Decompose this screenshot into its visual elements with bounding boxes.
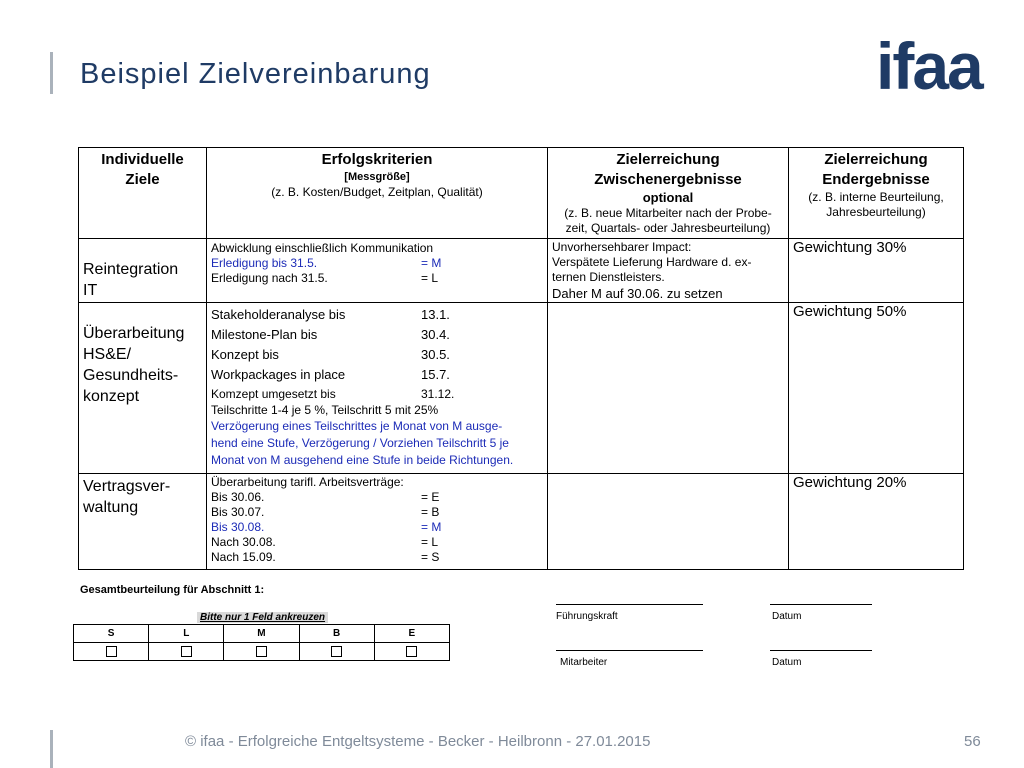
header-optional-label: optional <box>642 190 694 205</box>
footer-text: © ifaa - Erfolgreiche Entgeltsysteme - Becker - Heilbronn - 27.01.2015 <box>185 733 651 750</box>
grade-cell-b <box>299 643 374 661</box>
header-final-title1: Zielerreichung <box>824 151 928 168</box>
grade-s-checkbox[interactable] <box>106 646 117 657</box>
rating-checkbox-row <box>74 643 450 661</box>
criteria-line <box>211 520 543 535</box>
grade-cell-e <box>374 643 449 661</box>
weight-text: Gewichtung 20% <box>793 474 907 491</box>
criteria-value: = S <box>421 550 440 564</box>
criteria-delay-rule: Verzögerung eines Teilschrittes je Monat von M ausge- <box>211 419 503 433</box>
manager-label: Führungskraft <box>556 611 618 622</box>
goal-text: Überarbeitung <box>83 325 185 342</box>
goal-text: Gesundheits- <box>83 367 179 384</box>
interim-cell <box>548 239 789 303</box>
table-row <box>79 303 964 474</box>
criteria-value: = M <box>421 520 442 534</box>
manager-date-label: Datum <box>772 611 802 622</box>
criteria-key: Bis 30.07. <box>211 505 265 519</box>
criteria-value: 31.12. <box>421 387 455 401</box>
table-header-row <box>79 148 964 239</box>
interim-cell <box>548 303 789 474</box>
criteria-line <box>211 385 543 403</box>
grade-b-checkbox[interactable] <box>331 646 342 657</box>
interim-line: Daher M auf 30.06. zu setzen <box>552 286 723 301</box>
grade-label-s: S <box>74 625 149 643</box>
header-interim-results <box>548 148 789 239</box>
final-result-cell <box>789 303 964 474</box>
criteria-value: = M <box>421 256 442 270</box>
weight-text: Gewichtung 30% <box>793 239 907 256</box>
header-success-criteria <box>207 148 548 239</box>
rating-labels-row <box>74 625 450 643</box>
criteria-line <box>211 305 543 325</box>
grade-m-checkbox[interactable] <box>256 646 267 657</box>
header-final-results <box>789 148 964 239</box>
header-interim-example2: zeit, Quartals- oder Jahresbeurteilung) <box>565 221 771 235</box>
criteria-delay-rule: hend eine Stufe, Verzögerung / Vorziehen Teilschritt 5 je <box>211 436 509 450</box>
final-result-cell <box>789 239 964 303</box>
criteria-value: 13.1. <box>421 307 450 322</box>
criteria-value: = B <box>421 505 440 519</box>
header-final-title2: Endergebnisse <box>822 171 930 188</box>
header-individual-goals-label: Individuelle Ziele <box>101 151 184 188</box>
header-individual-goals <box>79 148 207 239</box>
goal-cell <box>79 474 207 570</box>
page-number: 56 <box>964 733 981 750</box>
employee-label: Mitarbeiter <box>560 657 608 668</box>
final-result-cell <box>789 474 964 570</box>
criteria-line <box>211 550 543 565</box>
criteria-cell <box>207 303 548 474</box>
interim-cell <box>548 474 789 570</box>
table-row <box>79 239 964 303</box>
criteria-key: Komzept umgesetzt bis <box>211 387 336 401</box>
manager-signature-line <box>556 604 703 605</box>
grade-label-b: B <box>299 625 374 643</box>
criteria-note: Teilschritte 1-4 je 5 %, Teilschritt 5 mit 25% <box>211 403 439 417</box>
goal-text: HS&E/ <box>83 346 132 363</box>
goal-agreement-table <box>78 147 964 570</box>
goal-text: waltung <box>83 499 139 516</box>
ifaa-logo: ifaa <box>876 29 982 103</box>
criteria-line <box>211 325 543 345</box>
header-success-criteria-title: Erfolgskriterien <box>321 151 433 168</box>
criteria-line <box>211 535 543 550</box>
interim-line: ternen Dienstleisters. <box>552 270 665 284</box>
criteria-line <box>211 490 543 505</box>
criteria-heading: Überarbeitung tarifl. Arbeitsverträge: <box>211 475 404 489</box>
goal-text: Vertragsver- <box>83 478 171 495</box>
weight-text: Gewichtung 50% <box>793 303 907 320</box>
criteria-value: = E <box>421 490 440 504</box>
header-measure-label: [Messgröße] <box>344 171 410 183</box>
overall-rating-title: Gesamtbeurteilung für Abschnitt 1: <box>80 584 265 596</box>
header-criteria-example: (z. B. Kosten/Budget, Zeitplan, Qualität) <box>271 185 483 199</box>
criteria-line <box>211 241 543 256</box>
page-title: Beispiel Zielvereinbarung <box>80 58 431 90</box>
grade-cell-s <box>74 643 149 661</box>
criteria-key: Erledigung bis 31.5. <box>211 256 318 270</box>
goal-cell <box>79 303 207 474</box>
grade-label-l: L <box>149 625 224 643</box>
criteria-cell <box>207 474 548 570</box>
rating-grid <box>73 624 450 661</box>
grade-label-m: M <box>224 625 299 643</box>
criteria-delay-rule: Monat von M ausgehend eine Stufe in beide Richtungen. <box>211 453 514 467</box>
header-final-example1: (z. B. interne Beurteilung, <box>808 190 944 204</box>
criteria-line <box>211 256 543 271</box>
criteria-key: Milestone-Plan bis <box>211 327 318 342</box>
employee-date-label: Datum <box>772 657 802 668</box>
criteria-value: = L <box>421 535 439 549</box>
criteria-key: Abwicklung einschließlich Kommunikation <box>211 241 434 255</box>
criteria-key: Bis 30.06. <box>211 490 265 504</box>
header-final-example2: Jahresbeurteilung) <box>826 205 926 219</box>
goal-cell <box>79 239 207 303</box>
interim-line: Verspätete Lieferung Hardware d. ex- <box>552 255 752 269</box>
criteria-line <box>211 345 543 365</box>
criteria-key: Erledigung nach 31.5. <box>211 271 328 285</box>
footer-accent-bar <box>50 730 53 768</box>
grade-l-checkbox[interactable] <box>181 646 192 657</box>
criteria-line <box>211 505 543 520</box>
grade-e-checkbox[interactable] <box>406 646 417 657</box>
header-interim-title2: Zwischenergebnisse <box>594 171 742 188</box>
grade-cell-l <box>149 643 224 661</box>
header-interim-title1: Zielerreichung <box>616 151 720 168</box>
interim-line: Unvorhersehbarer Impact: <box>552 240 692 254</box>
criteria-value: 30.4. <box>421 327 450 342</box>
grade-label-e: E <box>374 625 449 643</box>
title-accent-bar <box>50 52 53 94</box>
table-row <box>79 474 964 570</box>
criteria-key: Nach 15.09. <box>211 550 276 564</box>
grade-cell-m <box>224 643 299 661</box>
criteria-cell <box>207 239 548 303</box>
goal-text: konzept <box>83 388 140 405</box>
employee-date-line <box>770 650 872 651</box>
goal-text: IT <box>83 282 98 299</box>
goal-text: Reintegration <box>83 261 179 278</box>
criteria-line <box>211 365 543 385</box>
criteria-key: Konzept bis <box>211 347 279 362</box>
criteria-value: = L <box>421 271 439 285</box>
criteria-key: Nach 30.08. <box>211 535 276 549</box>
tick-one-box-note: Bitte nur 1 Feld ankreuzen <box>197 612 328 623</box>
criteria-line <box>211 271 543 286</box>
criteria-value: 30.5. <box>421 347 450 362</box>
criteria-key: Workpackages in place <box>211 367 346 382</box>
criteria-value: 15.7. <box>421 367 450 382</box>
manager-date-line <box>770 604 872 605</box>
criteria-key: Stakeholderanalyse bis <box>211 307 346 322</box>
header-interim-example1: (z. B. neue Mitarbeiter nach der Probe- <box>564 206 772 220</box>
criteria-key: Bis 30.08. <box>211 520 265 534</box>
employee-signature-line <box>556 650 703 651</box>
